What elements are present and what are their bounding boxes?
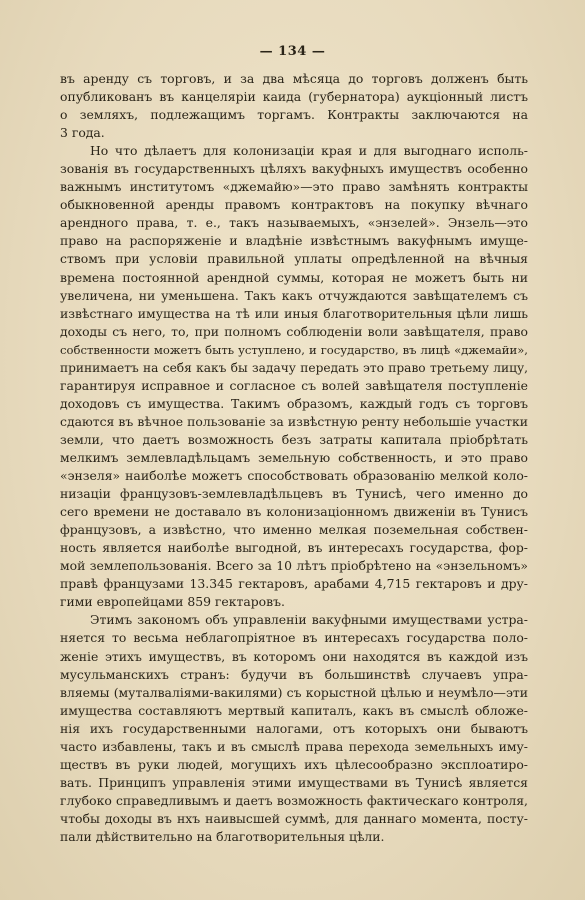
- text-line: нія ихъ государственными налогами, отъ которыхъ они бываютъ: [60, 720, 528, 736]
- text-line: обыкновенной аренды правомъ контрактовъ на покупку вѣчнаго: [60, 197, 528, 213]
- text-line: Но что дѣлаетъ для колонизаціи края и для выгоднаго исполь-: [90, 143, 528, 159]
- text-line: няется то весьма неблагопріятное въ интересахъ государства поло-: [60, 630, 528, 646]
- text-line: гарантируя исправное и согласное съ волей завѣщателя поступленіе: [60, 377, 528, 393]
- text-line: часто избавлены, такъ и въ смыслѣ права перехода земельныхъ иму-: [60, 738, 528, 754]
- text-line: 3 года.: [60, 125, 105, 141]
- text-line: чтобы доходы въ нхъ наивысшей суммѣ, для даннаго момента, посту-: [60, 810, 528, 826]
- text-line: сдаются въ вѣчное пользованіе за извѣстную ренту небольшіе участки: [60, 413, 528, 429]
- text-line: времена постоянной арендной суммы, которая не можетъ быть ни: [60, 269, 528, 285]
- text-line: гими европейцами 859 гектаровъ.: [60, 594, 285, 610]
- body-text: [60, 70, 528, 846]
- text-line: вать. Принципъ управленія этими имуществами въ Тунисѣ является: [60, 774, 528, 790]
- text-line: право на распоряженіе и владѣніе извѣстнымъ вакуфнымъ имуще-: [60, 233, 528, 249]
- text-line: вляемы (муталваліями-вакилями) съ корыстной цѣлью и неумѣло—эти: [60, 684, 528, 700]
- text-line: зованія въ государственныхъ цѣляхъ вакуфныхъ имуществъ особенно: [60, 161, 528, 177]
- text-line: извѣстнаго имущества на тѣ или иныя благотворительныя цѣли лишь: [60, 305, 528, 321]
- text-line: въ аренду съ торговъ, и за два мѣсяца до торговъ долженъ быть: [60, 71, 528, 86]
- text-line: Этимъ закономъ объ управленіи вакуфными имуществами устра-: [90, 612, 528, 628]
- page-number: — 134 —: [259, 44, 326, 59]
- text-line: важнымъ институтомъ «джемайю»—это право замѣнять контракты: [60, 179, 528, 195]
- text-line: французовъ, а извѣстно, что именно мелкая поземельная собствен-: [60, 522, 528, 538]
- text-line: пали дѣйствительно на благотворительныя цѣли.: [60, 828, 385, 844]
- text-line: земли, что даетъ возможность безъ затраты капитала пріобрѣтать: [60, 431, 528, 447]
- text-line: доходы съ него, то, при полномъ соблюденіи воли завѣщателя, право: [60, 323, 528, 339]
- text-line: низаціи французовъ-землевладѣльцевъ въ Тунисѣ, чего именно до: [60, 486, 528, 502]
- text-line: о земляхъ, подлежащимъ торгамъ. Контракты заключаются на: [60, 107, 528, 123]
- text-line: ществъ въ руки людей, могущихъ ихъ цѣлесообразно эксплоатиро-: [60, 756, 528, 772]
- text-line: ствомъ при условіи правильной уплаты опредѣленной на вѣчныя: [60, 251, 528, 267]
- text-line: правѣ французами 13.345 гектаровъ, арабами 4,715 гектаровъ и дру-: [60, 576, 528, 592]
- text-line: имущества составляютъ мертвый капиталъ, какъ въ смыслѣ обложе-: [60, 702, 528, 718]
- text-line: мой землепользованія. Всего за 10 лѣтъ пріобрѣтено на «энзельномъ»: [60, 558, 528, 574]
- text-line: ность является наиболѣе выгодной, въ интересахъ государства, фор-: [60, 540, 528, 556]
- text-line: глубоко справедливымъ и даетъ возможность фактическаго контроля,: [60, 792, 528, 808]
- text-line: женіе этихъ имуществъ, въ которомъ они находятся въ каждой изъ: [60, 648, 528, 664]
- text-line: собственности можетъ быть уступлено, и государство, въ лицѣ «джемайи»,: [60, 342, 528, 357]
- text-line: принимаетъ на себя какъ бы задачу передать это право третьему лицу,: [60, 360, 528, 375]
- text-line: доходовъ съ имущества. Такимъ образомъ, каждый годъ съ торговъ: [60, 395, 528, 411]
- text-line: опубликованъ въ канцеляріи каида (губернатора) аукціонный листъ: [60, 89, 528, 105]
- text-line: мусульманскихъ странъ: будучи въ большинствѣ случаевъ упра-: [60, 666, 528, 682]
- text-line: мелкимъ землевладѣльцамъ земельную собственность, и это право: [60, 449, 528, 465]
- text-line: увеличена, ни уменьшена. Такъ какъ отчуждаются завѣщателемъ съ: [60, 287, 528, 303]
- text-line: арендного права, т. е., такъ называемыхъ, «энзелей». Энзель—это: [60, 215, 528, 231]
- text-line: «энзеля» наиболѣе можетъ способствовать образованію мелкой коло-: [60, 468, 528, 484]
- text-line: сего времени не доставало въ колонизаціонномъ движеніи въ Тунисъ: [60, 504, 528, 520]
